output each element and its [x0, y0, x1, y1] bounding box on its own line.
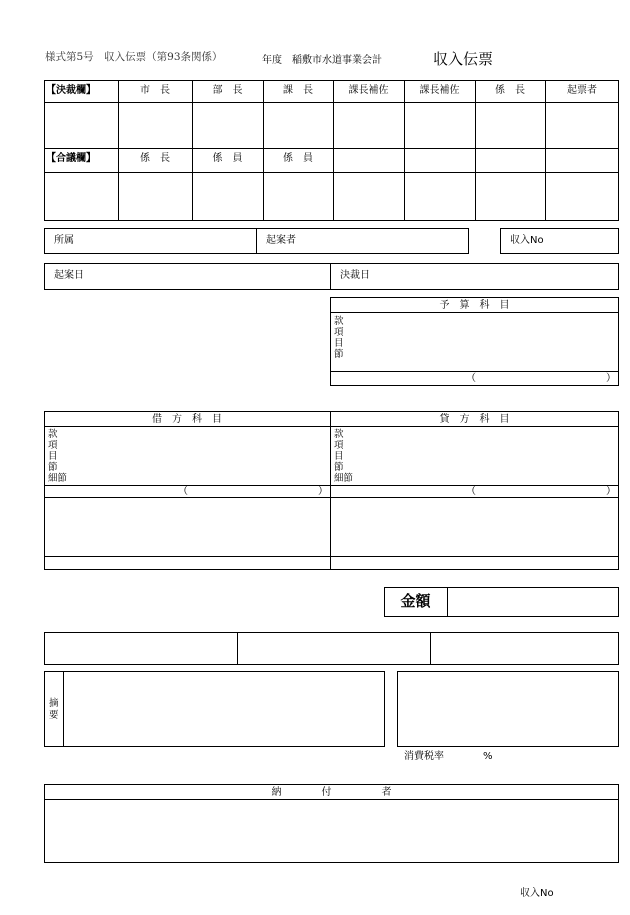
- kessai-col-deputy-2: 課長補佐: [419, 85, 460, 96]
- credit-title: 貸 方 科 目: [439, 414, 510, 425]
- tax-rate-unit: %: [483, 751, 493, 762]
- credit-row-kou: 項: [334, 440, 344, 451]
- credit-row-saisetsu: 細節: [334, 473, 354, 484]
- department-label: 所属: [54, 235, 74, 246]
- debit-row-setsu: 節: [48, 462, 58, 473]
- kessai-col-chief: 係 長: [495, 85, 525, 96]
- kessai-label: 【決裁欄】: [46, 85, 96, 96]
- credit-paren-open: （: [466, 486, 476, 497]
- credit-row-setsu: 節: [334, 462, 344, 473]
- form-number: 様式第5号 収入伝票（第93条関係）: [45, 51, 223, 63]
- drafter-label: 起案者: [266, 235, 296, 246]
- gougi-col-chief: 係 長: [140, 153, 170, 164]
- budget-row-kou: 項: [334, 327, 344, 338]
- tax-box[interactable]: [397, 671, 619, 747]
- credit-row-kan: 款: [334, 429, 344, 440]
- kessai-col-director: 部 長: [212, 85, 243, 96]
- approval-date-label: 決裁日: [340, 270, 370, 281]
- kessai-col-section-chief: 課 長: [283, 85, 313, 96]
- summary-label-2: 要: [49, 710, 59, 721]
- amount-input[interactable]: [452, 592, 612, 612]
- amount-label: 金額: [400, 592, 431, 610]
- budget-row-moku: 目: [334, 338, 344, 349]
- budget-row-kan: 款: [334, 316, 344, 327]
- budget-paren-open: （: [466, 373, 476, 384]
- draft-date-label: 起案日: [54, 270, 84, 281]
- debit-row-saisetsu: 細節: [48, 473, 68, 484]
- budget-paren-close: ）: [606, 373, 616, 384]
- debit-row-moku: 目: [48, 451, 58, 462]
- debit-title: 借 方 科 目: [152, 414, 222, 425]
- tax-rate-label: 消費税率: [404, 751, 444, 762]
- kessai-col-drafter: 起票者: [567, 85, 597, 96]
- debit-credit-box: [44, 411, 619, 570]
- budget-row-setsu: 節: [334, 349, 344, 360]
- page-title: 収入伝票: [433, 50, 494, 68]
- debit-paren-open: （: [178, 486, 188, 497]
- three-cell-row: [44, 632, 619, 665]
- fiscal-year-label: 年度 稲敷市水道事業会計: [262, 55, 382, 66]
- debit-paren-close: ）: [318, 486, 328, 497]
- gougi-col-staff-1: 係 員: [212, 153, 243, 164]
- summary-label-1: 摘: [49, 698, 59, 709]
- debit-row-kou: 項: [48, 440, 58, 451]
- debit-row-kan: 款: [48, 429, 58, 440]
- payer-title: 納 付 者: [271, 787, 392, 798]
- footer-revenue-no: 収入No: [520, 888, 554, 899]
- gougi-col-staff-2: 係 員: [283, 153, 313, 164]
- kessai-col-mayor: 市 長: [140, 85, 170, 96]
- revenue-no-label: 収入No: [510, 235, 544, 246]
- gougi-label: 【合議欄】: [46, 153, 96, 164]
- date-row: [44, 263, 619, 290]
- budget-subject-title: 予 算 科 目: [439, 300, 510, 311]
- credit-paren-close: ）: [606, 486, 616, 497]
- credit-row-moku: 目: [334, 451, 344, 462]
- summary-box[interactable]: [44, 671, 385, 747]
- kessai-col-deputy-1: 課長補佐: [348, 85, 389, 96]
